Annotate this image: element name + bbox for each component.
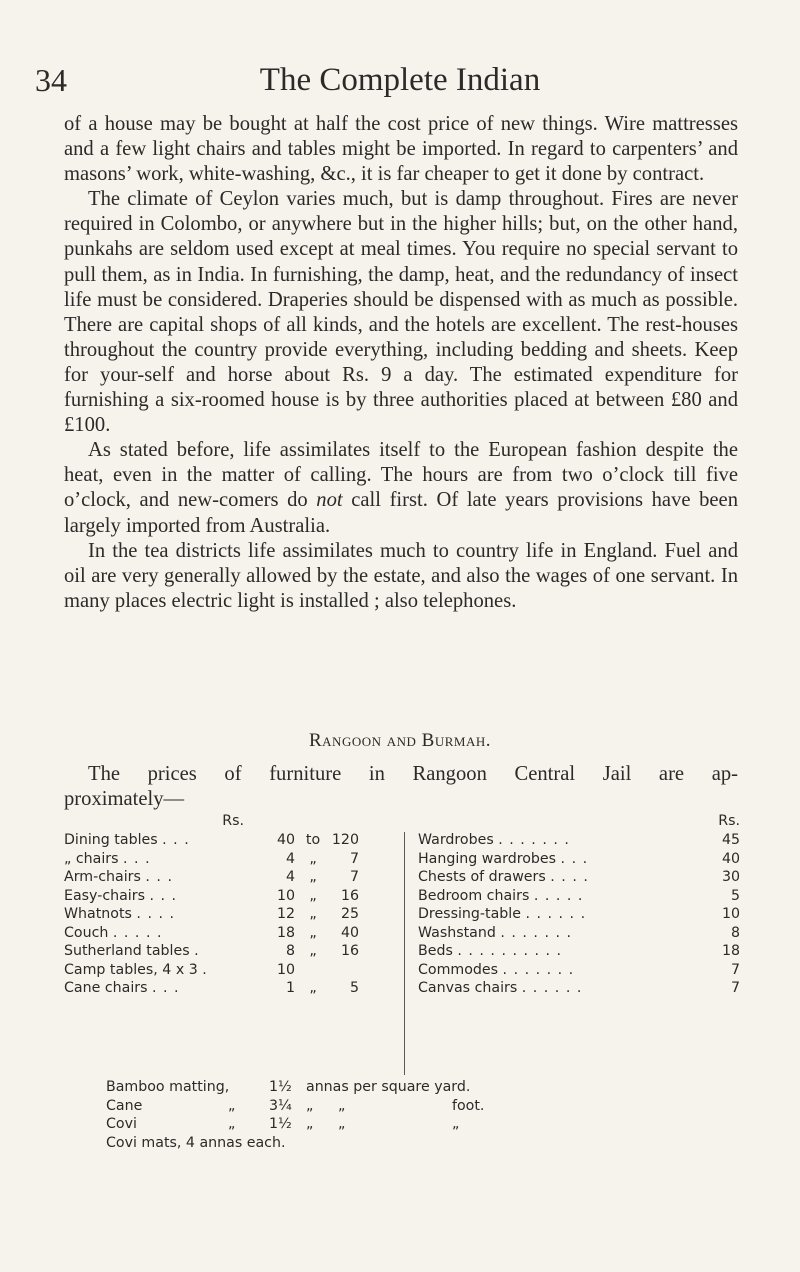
- table-row: [418, 887, 740, 906]
- item-name: Dining tables . . .: [64, 832, 190, 848]
- leader-dots: . . . . . . .: [498, 832, 570, 848]
- price-high: 25: [340, 906, 359, 922]
- right-rows: [418, 831, 740, 998]
- leader-dots: . . .: [149, 887, 178, 904]
- leader-dots: . . . . . . . . . .: [457, 943, 563, 959]
- table-row: [418, 961, 740, 980]
- price-value: 7: [730, 961, 740, 978]
- table-row: [64, 942, 384, 961]
- leader-dots: . . . .: [550, 869, 589, 885]
- item-name: Couch . . . . .: [64, 924, 163, 941]
- material-row: [106, 1115, 746, 1134]
- materials-list: [106, 1078, 746, 1152]
- table-row: [418, 831, 740, 850]
- price-range: [272, 924, 384, 943]
- paragraph-3-text: As stated before, life assimilates itself to the European fashion despite the heat, even in the matter of calling. The hours are from two o’clock till five o’clock, and new-comers do: [64, 439, 738, 512]
- material-unit: annas per square yard.: [306, 1079, 471, 1095]
- item-name: Washstand . . . . . . .: [418, 924, 572, 941]
- price-range: [272, 850, 384, 869]
- paragraph-3-tail: call first. Of late years provisions have been largely imported from Australia.: [64, 489, 738, 537]
- range-separator: to: [305, 832, 321, 848]
- table-row: [64, 850, 384, 869]
- leader-dots: . . .: [560, 850, 589, 867]
- left-rows: [64, 831, 384, 998]
- paragraph-3: [64, 438, 738, 538]
- price-value: 10: [721, 906, 740, 922]
- furniture-price-table: [64, 812, 740, 1077]
- leader-dots: . . . . . .: [525, 906, 587, 922]
- page-number: 34: [35, 62, 67, 98]
- price-high: 7: [349, 850, 359, 867]
- leader-dots: . . . .: [136, 906, 175, 922]
- material-end: foot.: [452, 1097, 485, 1114]
- ditto-mark: „: [228, 1097, 236, 1114]
- paragraph-4: In the tea districts life assimilates much to country life in England. Fuel and oil are very generally allowed by the estate, and also the wages of one servant. In many places electric light is installed ; also telephones.: [64, 539, 738, 612]
- price-value: 18: [721, 943, 740, 959]
- material-row: [106, 1097, 746, 1116]
- column-divider: [404, 832, 405, 1075]
- leader-dots: . . .: [162, 832, 190, 848]
- ditto-mark: „: [338, 1097, 346, 1114]
- emphasis-not: not: [316, 489, 343, 512]
- price-column-right: [418, 812, 740, 998]
- leader-dots: .: [194, 943, 200, 959]
- price-low: 12: [276, 906, 295, 922]
- paragraph-1: of a house may be bought at half the cost price of new things. Wire mattresses and a few light chairs and tables might be imported. In regard to carpenters’ and masons’ work, white-washing, &c., it is far cheaper to get it done by contract.: [64, 113, 738, 186]
- material-amount: 1½: [269, 1079, 292, 1095]
- price-column-left: [64, 812, 384, 998]
- price-high: 16: [340, 887, 359, 904]
- range-separator: „: [309, 906, 317, 922]
- item-name: Cane chairs . . .: [64, 980, 180, 996]
- table-row: [64, 887, 384, 906]
- ditto-mark: „: [228, 1116, 236, 1132]
- price-low: 4: [285, 850, 295, 867]
- section-heading: Rangoon and Burmah.: [309, 730, 491, 751]
- price-high: 40: [340, 924, 359, 941]
- table-row: [418, 924, 740, 943]
- price-value: 5: [730, 887, 740, 904]
- material-amount: 1½: [269, 1116, 292, 1132]
- table-row: [64, 905, 384, 924]
- table-row: [64, 831, 384, 850]
- price-high: 120: [331, 832, 359, 848]
- item-name: Whatnots . . . .: [64, 906, 175, 922]
- range-separator: „: [309, 924, 317, 941]
- material-name: Cane: [106, 1097, 143, 1114]
- price-range: [272, 961, 384, 980]
- item-name: Bedroom chairs . . . . .: [418, 887, 584, 904]
- price-value: 45: [721, 832, 740, 848]
- price-range: [272, 905, 384, 924]
- item-name: Camp tables, 4 x 3 .: [64, 961, 208, 978]
- item-name: „ chairs . . .: [64, 850, 151, 867]
- leader-dots: . . .: [145, 869, 173, 885]
- price-low: 1: [285, 980, 295, 996]
- price-low: 40: [276, 832, 295, 848]
- intro-line-1: The prices of furniture in Rangoon Central Jail are ap-: [88, 763, 738, 785]
- leader-dots: . . .: [152, 980, 180, 996]
- price-high: 5: [349, 980, 359, 996]
- material-amount: 3¼: [269, 1097, 292, 1114]
- price-value: 7: [730, 980, 740, 996]
- table-row: [418, 850, 740, 869]
- price-high: 7: [349, 869, 359, 885]
- price-low: 10: [276, 887, 295, 904]
- material-row: [106, 1134, 746, 1153]
- price-value: 30: [721, 869, 740, 885]
- material-unit: „: [306, 1097, 314, 1114]
- material-unit: „: [306, 1116, 314, 1132]
- material-name: Covi mats, 4 annas each.: [106, 1134, 286, 1151]
- table-row: [64, 924, 384, 943]
- price-range: [272, 942, 384, 961]
- range-separator: „: [309, 887, 317, 904]
- item-name: Arm-chairs . . .: [64, 869, 173, 885]
- range-separator: „: [309, 850, 317, 867]
- running-title: The Complete Indian: [259, 62, 541, 98]
- item-name: Canvas chairs . . . . . .: [418, 980, 583, 996]
- range-separator: „: [309, 869, 317, 885]
- material-end: „: [452, 1116, 460, 1132]
- price-low: 18: [276, 924, 295, 941]
- table-row: [64, 961, 384, 980]
- range-separator: „: [309, 943, 317, 959]
- currency-header-left: Rs.: [222, 813, 244, 829]
- price-low: 4: [285, 869, 295, 885]
- price-value: 40: [721, 850, 740, 867]
- body-text: [64, 112, 738, 614]
- material-name: Covi: [106, 1116, 137, 1132]
- table-row: [418, 942, 740, 961]
- leader-dots: . . . . . .: [521, 980, 583, 996]
- leader-dots: .: [202, 961, 208, 978]
- leader-dots: . . . . .: [112, 924, 163, 941]
- leader-dots: . . . . . . .: [500, 924, 572, 941]
- currency-header-right: Rs.: [718, 813, 740, 829]
- table-intro: [64, 762, 738, 812]
- item-name: Hanging wardrobes . . .: [418, 850, 589, 867]
- table-row: [418, 905, 740, 924]
- item-name: Commodes . . . . . . .: [418, 961, 575, 978]
- price-range: [272, 868, 384, 887]
- leader-dots: . . . . .: [533, 887, 584, 904]
- table-row: [64, 868, 384, 887]
- price-high: 16: [340, 943, 359, 959]
- page-header: [0, 60, 800, 100]
- table-row: [418, 868, 740, 887]
- leader-dots: . . .: [123, 850, 151, 867]
- paragraph-2: The climate of Ceylon varies much, but is damp throughout. Fires are never required in Colombo, or anywhere but in the higher hills; but, on the other hand, punkahs are seldom used except at meal times. You require no special servant to pull them, as in India. In furnishing, the damp, heat, and the redundancy of insect life must be considered. Draperies should be dispensed with as much as possible. There are capital shops of all kinds, and the hotels are excellent. The rest-houses throughout the country provide everything, including bedding and sheets. Keep for your-self and horse about Rs. 9 a day. The estimated expenditure for furnishing a six-roomed house is by three authorities placed at between £80 and £100.: [64, 188, 738, 437]
- leader-dots: . . . . . . .: [502, 961, 575, 978]
- ditto-mark: „: [338, 1116, 346, 1132]
- intro-line-2: proximately—: [64, 788, 185, 810]
- range-separator: „: [309, 980, 317, 996]
- price-value: 8: [730, 924, 740, 941]
- item-name: Chests of drawers . . . .: [418, 869, 589, 885]
- material-row: [106, 1078, 746, 1097]
- item-name: Dressing-table . . . . . .: [418, 906, 587, 922]
- price-range: [272, 831, 384, 850]
- material-name: Bamboo matting,: [106, 1079, 230, 1095]
- price-range: [272, 887, 384, 906]
- table-row: [64, 979, 384, 998]
- price-range: [272, 979, 384, 998]
- table-row: [418, 979, 740, 998]
- price-low: 10: [276, 961, 295, 978]
- item-name: Beds . . . . . . . . . .: [418, 943, 563, 959]
- item-name: Wardrobes . . . . . . .: [418, 832, 570, 848]
- price-low: 8: [285, 943, 295, 959]
- item-name: Sutherland tables .: [64, 943, 200, 959]
- item-name: Easy-chairs . . .: [64, 887, 178, 904]
